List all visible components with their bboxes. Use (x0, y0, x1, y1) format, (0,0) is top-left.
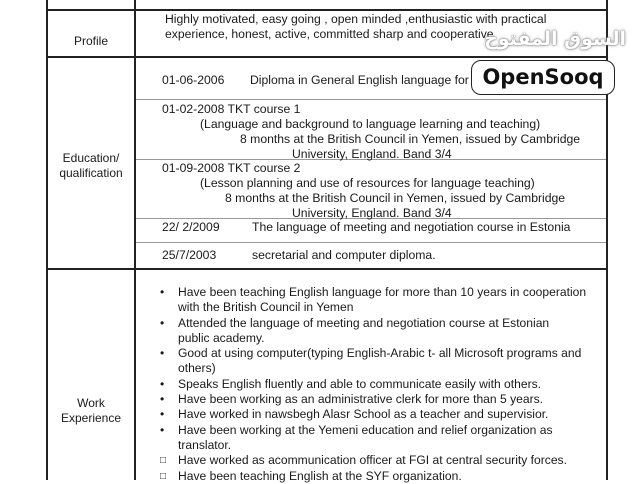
list-item: • Have been working at the Yemeni education and relief organization as translator. (148, 423, 630, 454)
row-border-top (46, 9, 608, 11)
work-label-line-2: Experience (60, 411, 122, 425)
watermark-arabic: السوق المفتوح (484, 28, 626, 50)
edu-detail: University, England. Band 3/4 (292, 147, 452, 161)
profile-line-1: Highly motivated, easy going , open minded ,enthusiastic with practical (165, 12, 547, 26)
edu-date: 01-09-2008 TKT course 2 (162, 161, 301, 175)
edu-title: The language of meeting and negotiation course in Estonia (252, 220, 571, 234)
edu-title: secretarial and computer diploma. (252, 248, 436, 262)
list-item: • Speaks English fluently and able to communicate easily with others. (148, 377, 630, 392)
work-experience-list (148, 285, 630, 484)
edu-detail: 8 months at the British Council in Yemen, issued by Cambridge (240, 132, 581, 146)
edu-date: 01-06-2006 (162, 73, 225, 87)
list-item: □ Have worked as acommunication officer at FGI at central security forces. (148, 453, 630, 468)
edu-title: Diploma in General English language for (250, 73, 469, 87)
edu-divider (136, 242, 606, 243)
edu-divider (136, 99, 606, 100)
list-item: • Have worked in nawsbegh Alasr School as a teacher and supervisior. (148, 407, 630, 422)
work-label (48, 396, 134, 426)
edu-detail: (Lesson planning and use of resources for language teaching) (200, 176, 535, 190)
profile-label: Profile (73, 34, 108, 48)
education-label-line-2: qualification (59, 166, 123, 180)
education-label-line-1: Education/ (62, 151, 120, 165)
opensooq-logo: OpenSooq (471, 60, 615, 95)
edu-detail: 8 months at the British Council in Yemen, issued by Cambridge (225, 191, 566, 205)
table-label-divider (134, 0, 136, 480)
list-item: • Have been teaching English language for more than 10 years in cooperation with the British Council in Yemen (148, 285, 630, 316)
edu-detail: University, England. Band 3/4 (292, 206, 452, 220)
row-border-profile (46, 56, 608, 58)
row-border-education (46, 268, 608, 270)
edu-date: 22/ 2/2009 (162, 220, 220, 234)
profile-line-2: experience, honest, active, committed sharp and cooperative (165, 27, 494, 41)
education-label (48, 151, 134, 181)
list-item: • Attended the language of meeting and negotiation course at Estonian public academy. (148, 316, 630, 347)
edu-date: 01-02-2008 TKT course 1 (162, 102, 301, 116)
edu-date: 25/7/2003 (162, 248, 217, 262)
work-label-line-1: Work (77, 396, 105, 410)
edu-detail: (Language and background to language learning and teaching) (200, 117, 541, 131)
list-item: • Have been working as an administrative clerk for more than 5 years. (148, 392, 630, 407)
list-item: • Good at using computer(typing English-Arabic t- all Microsoft programs and others) (148, 346, 630, 377)
list-item: □ Have been teaching English at the SYF organization. (148, 469, 630, 484)
